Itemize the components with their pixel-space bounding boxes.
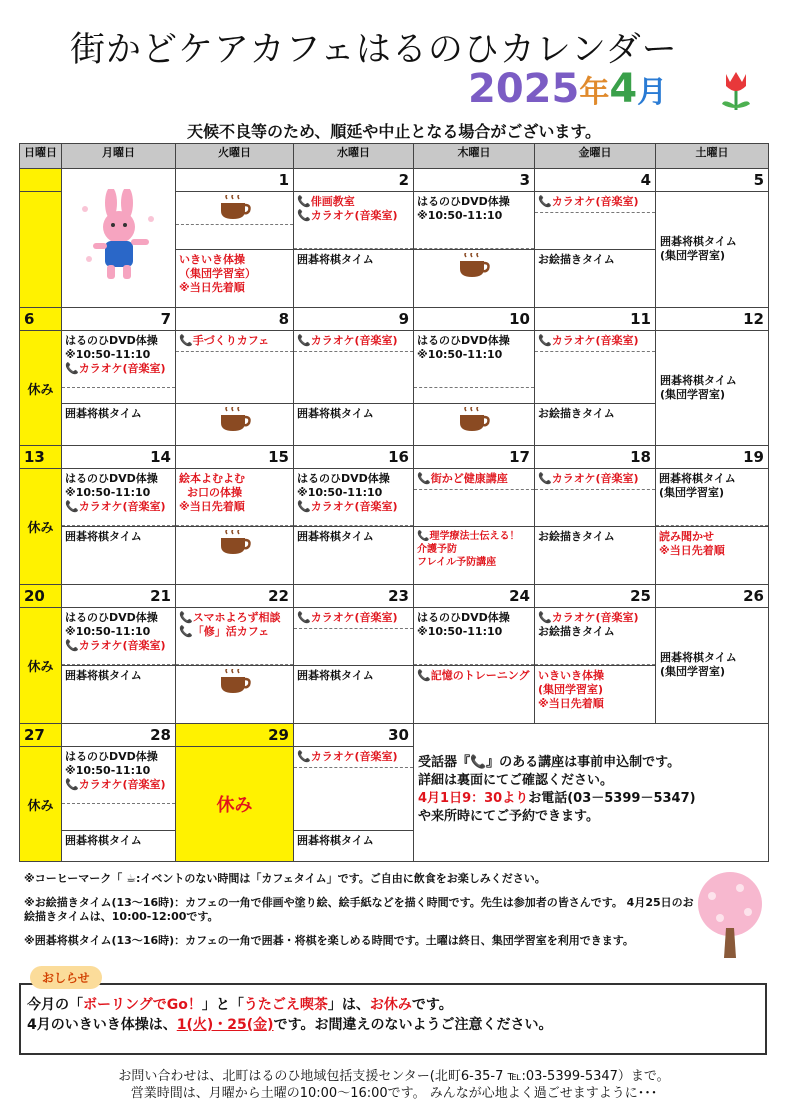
- tulip-icon: [716, 68, 756, 112]
- day-am: 📞カラオケ(音楽室): [535, 331, 656, 404]
- day-full: 囲碁将棋タイム (集団学習室): [656, 331, 769, 446]
- reservation-info: 受話器『📞』のある講座は事前申込制です。 詳細は裏面にてご確認ください。 4月1日9：30よりお電話(03－5399－5347) や来所時にてご予約できます。: [414, 724, 769, 862]
- day-number: 26: [656, 585, 769, 608]
- day-number: 16: [294, 446, 414, 469]
- day-number: 27: [20, 724, 62, 747]
- day-number: [20, 169, 62, 192]
- day-pm: [414, 250, 535, 308]
- note-coffee: ※コーヒーマーク「 ☕:イベントのない時間は「カフェタイム」です。ご自由に飲食をお楽しみください。: [24, 872, 546, 885]
- day-am: はるのひDVD体操 ※10:50-11:10: [414, 608, 535, 666]
- day-number: 19: [656, 446, 769, 469]
- sunday-cell: 休み: [20, 331, 62, 446]
- day-pm: 読み聞かせ ※当日先着順: [656, 527, 769, 585]
- weekday-sun: 日曜日: [20, 144, 62, 169]
- sunday-cell: [20, 192, 62, 308]
- day-pm: [176, 404, 294, 446]
- day-am: 📞街かど健康講座: [414, 469, 535, 527]
- day-pm: 囲碁将棋タイム: [62, 404, 176, 446]
- day-am: 📞スマホよろず相談 📞「修」活カフェ: [176, 608, 294, 666]
- day-pm: [176, 666, 294, 724]
- day-am: はるのひDVD体操 ※10:50-11:10 📞カラオケ(音楽室): [62, 469, 176, 527]
- weekday-tue: 火曜日: [176, 144, 294, 169]
- weekday-fri: 金曜日: [535, 144, 656, 169]
- day-number: 1: [176, 169, 294, 192]
- day-am: 📞カラオケ(音楽室): [294, 331, 414, 404]
- cherry-tree-icon: [690, 868, 770, 960]
- day-number: 23: [294, 585, 414, 608]
- day-am: 📞カラオケ(音楽室): [535, 192, 656, 250]
- day-number: 15: [176, 446, 294, 469]
- day-am: 📞カラオケ(音楽室): [535, 469, 656, 527]
- day-pm: 📞記憶のトレーニング: [414, 666, 535, 724]
- day-pm: 囲碁将棋タイム: [62, 527, 176, 585]
- calendar: [19, 143, 769, 862]
- footer: お問い合わせは、北町はるのひ地域包括支援センター(北町6-35-7 ℡:03-5399-5347）まで。 営業時間は、月曜から土曜の10:00～16:00です。 みんなが心地よく過ごせますように･･･: [118, 1069, 670, 1101]
- day-number: 20: [20, 585, 62, 608]
- day-number: 7: [62, 308, 176, 331]
- day-number: 9: [294, 308, 414, 331]
- sunday-cell: 休み: [20, 469, 62, 585]
- day-pm: 囲碁将棋タイム: [294, 250, 414, 308]
- year-month: 2025年4月: [468, 66, 668, 112]
- page-title: 街かどケアカフェはるのひカレンダー: [70, 30, 678, 70]
- day-number: 14: [62, 446, 176, 469]
- day-am: はるのひDVD体操 ※10:50-11:10 📞カラオケ(音楽室): [294, 469, 414, 527]
- weekday-thu: 木曜日: [414, 144, 535, 169]
- day-full: 囲碁将棋タイム (集団学習室): [656, 192, 769, 308]
- day-pm: 囲碁将棋タイム: [62, 666, 176, 724]
- day-number: 11: [535, 308, 656, 331]
- day-pm: 囲碁将棋タイム: [294, 666, 414, 724]
- coffee-icon: [457, 407, 491, 433]
- day-am: はるのひDVD体操 ※10:50-11:10: [414, 192, 535, 250]
- day-pm: 📞理学療法士伝える！ 介護予防 フレイル予防講座: [414, 527, 535, 585]
- day-number: 25: [535, 585, 656, 608]
- day-pm: 囲碁将棋タイム: [294, 404, 414, 446]
- day-number: 21: [62, 585, 176, 608]
- day-number: 22: [176, 585, 294, 608]
- day-am: 📞カラオケ(音楽室): [294, 747, 414, 831]
- sunday-cell: 休み: [20, 747, 62, 862]
- weekday-mon: 月曜日: [62, 144, 176, 169]
- day-number: 8: [176, 308, 294, 331]
- day-number: 24: [414, 585, 535, 608]
- day-number: 2: [294, 169, 414, 192]
- day-pm: いきいき体操 (集団学習室) ※当日先着順: [535, 666, 656, 724]
- day-number: 18: [535, 446, 656, 469]
- day-am: [176, 192, 294, 250]
- day-am: 📞カラオケ(音楽室): [294, 608, 414, 666]
- day-pm: 囲碁将棋タイム: [62, 831, 176, 862]
- tuesday-closed: 休み: [176, 747, 294, 862]
- day-pm: いきいき体操 （集団学習室） ※当日先着順: [176, 250, 294, 308]
- day-am: 絵本よむよむ お口の体操 ※当日先着順: [176, 469, 294, 527]
- day-full: 囲碁将棋タイム (集団学習室): [656, 608, 769, 724]
- notes: [24, 872, 694, 958]
- day-am: はるのひDVD体操 ※10:50-11:10 📞カラオケ(音楽室): [62, 608, 176, 666]
- day-number: 12: [656, 308, 769, 331]
- bunny-illustration: [62, 169, 176, 308]
- coffee-icon: [457, 253, 491, 279]
- coffee-icon: [218, 407, 252, 433]
- day-am: はるのひDVD体操 ※10:50-11:10 📞カラオケ(音楽室): [62, 331, 176, 404]
- day-am: 📞カラオケ(音楽室) お絵描きタイム: [535, 608, 656, 666]
- day-pm: お絵描きタイム: [535, 250, 656, 308]
- day-am: 📞手づくりカフェ: [176, 331, 294, 404]
- note-igo: ※囲碁将棋タイム(13～16時)：カフェの一角で囲碁・将棋を楽しめる時間です。土曜は終日、集団学習室を利用できます。: [24, 934, 634, 947]
- notice: 天候不良等のため、順延や中止となる場合がございます。: [186, 122, 602, 141]
- day-pm: お絵描きタイム: [535, 404, 656, 446]
- weekday-wed: 水曜日: [294, 144, 414, 169]
- oshirase-badge: おしらせ: [30, 966, 102, 989]
- day-number: 4: [535, 169, 656, 192]
- day-number: 17: [414, 446, 535, 469]
- weekday-header: [20, 144, 769, 169]
- note-oekaki: ※お絵描きタイム(13～16時)：カフェの一角で俳画や塗り絵、絵手紙などを描く時間です。先生は参加者の皆さんです。 4月25日のお絵描きタイムは、10:00-12:00です。: [24, 896, 694, 923]
- coffee-icon: [218, 195, 252, 221]
- coffee-icon: [218, 530, 252, 556]
- day-number: 29: [176, 724, 294, 747]
- day-pm: 囲碁将棋タイム: [294, 831, 414, 862]
- day-number: 30: [294, 724, 414, 747]
- day-pm: お絵描きタイム: [535, 527, 656, 585]
- day-am: はるのひDVD体操 ※10:50-11:10 📞カラオケ(音楽室): [62, 747, 176, 831]
- day-am: 囲碁将棋タイム (集団学習室): [656, 469, 769, 527]
- day-number: 3: [414, 169, 535, 192]
- day-pm: [176, 527, 294, 585]
- day-number: 6: [20, 308, 62, 331]
- day-number: 10: [414, 308, 535, 331]
- day-pm: 囲碁将棋タイム: [294, 527, 414, 585]
- sunday-cell: 休み: [20, 608, 62, 724]
- coffee-icon: [218, 669, 252, 695]
- day-pm: [414, 404, 535, 446]
- weekday-sat: 土曜日: [656, 144, 769, 169]
- day-am: 📞俳画教室 📞カラオケ(音楽室): [294, 192, 414, 250]
- day-number: 5: [656, 169, 769, 192]
- day-number: 28: [62, 724, 176, 747]
- day-number: 13: [20, 446, 62, 469]
- oshirase-box: 今月の「ボーリングでGo！」と「うたごえ喫茶」は、お休みです。 4月のいきいき体操は、1(火)・25(金)です。お間違えのないようご注意ください。: [19, 983, 767, 1055]
- day-am: はるのひDVD体操 ※10:50-11:10: [414, 331, 535, 404]
